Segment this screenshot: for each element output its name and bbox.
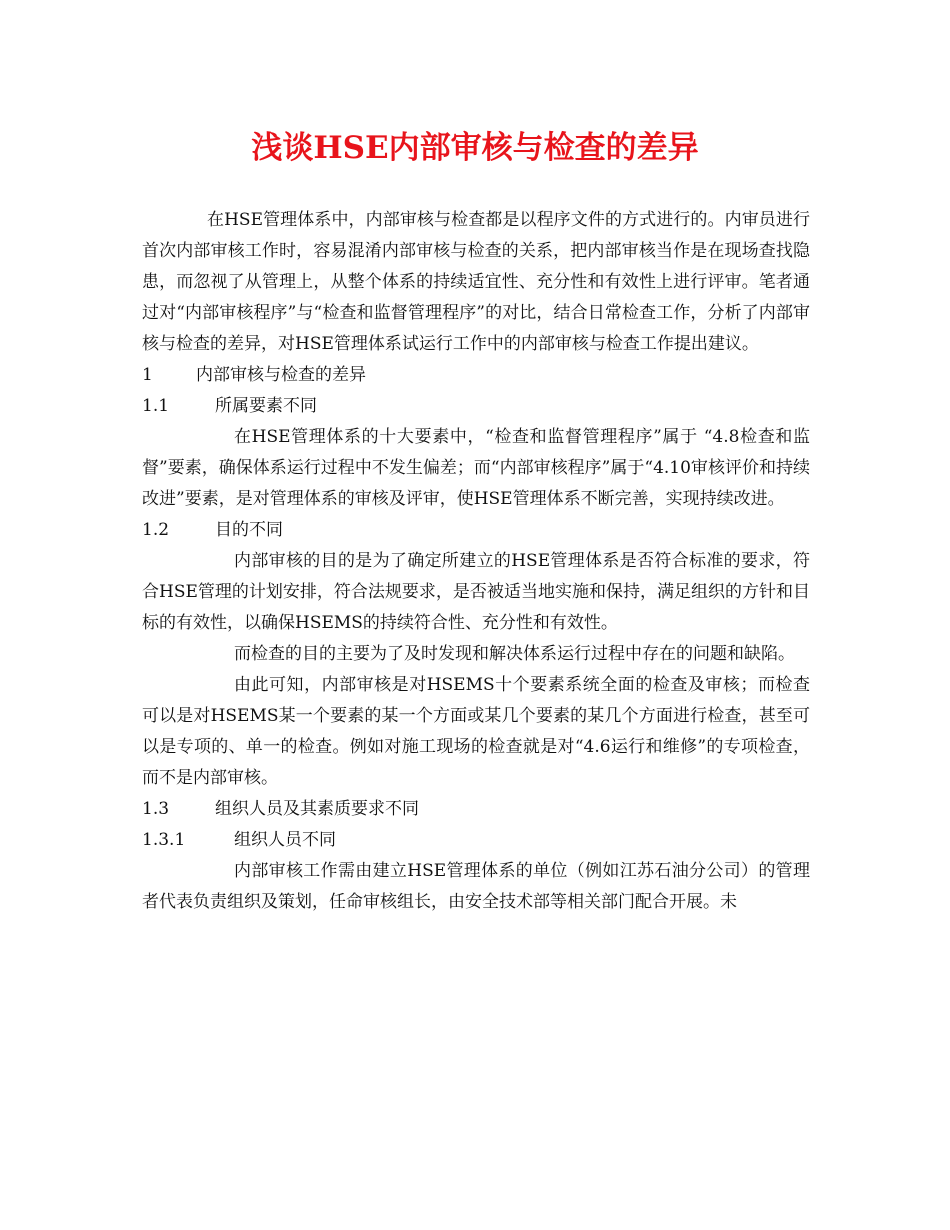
section-1-heading bbox=[142, 360, 810, 391]
section-1-1-title: 所属要素不同 bbox=[215, 396, 317, 416]
section-1-2-heading bbox=[142, 515, 810, 546]
section-1-1-number: 1.1 bbox=[142, 396, 170, 416]
section-1-1-heading bbox=[142, 391, 810, 422]
section-1-2-paragraph-1: 内部审核的目的是为了确定所建立的HSE管理体系是否符合标准的要求，符合HSE管理的计划安排，符合法规要求，是否被适当地实施和保持，满足组织的方针和目标的有效性，以确保HSEMS的持续符合性、充分性和有效性。 bbox=[142, 551, 810, 633]
section-1-2-title: 目的不同 bbox=[215, 520, 283, 540]
document-title: 浅谈HSE内部审核与检查的差异 bbox=[251, 130, 699, 166]
section-1-2-paragraph-2: 而检查的目的主要为了及时发现和解决体系运行过程中存在的问题和缺陷。 bbox=[234, 644, 795, 664]
section-1-1-paragraph: 在HSE管理体系的十大要素中，“检查和监督管理程序”属于 “4.8检查和监督”要素，确保体系运行过程中不发生偏差；而“内部审核程序”属于“4.10审核评价和持续改进”要素，是对管理体系的审核及评审，使HSE管理体系不断完善，实现持续改进。 bbox=[142, 427, 810, 509]
section-1-3-number: 1.3 bbox=[142, 799, 170, 819]
section-1-3-title: 组织人员及其素质要求不同 bbox=[215, 799, 419, 819]
intro-paragraph: 在HSE管理体系中，内部审核与检查都是以程序文件的方式进行的。内审员进行首次内部审核工作时，容易混淆内部审核与检查的关系，把内部审核当作是在现场查找隐患，而忽视了从管理上，从整个体系的持续适宜性、充分性和有效性上进行评审。笔者通过对“内部审核程序”与“检查和监督管理程序”的对比，结合日常检查工作，分析了内部审核与检查的差异，对HSE管理体系试运行工作中的内部审核与检查工作提出建议。 bbox=[142, 210, 810, 354]
section-1-2-number: 1.2 bbox=[142, 520, 170, 540]
section-1-number: 1 bbox=[142, 365, 153, 385]
document-body bbox=[142, 205, 810, 918]
section-1-2-paragraph-3: 由此可知，内部审核是对HSEMS十个要素系统全面的检查及审核；而检查可以是对HSEMS某一个要素的某一个方面或某几个要素的某几个方面进行检查，甚至可以是专项的、单一的检查。例如对施工现场的检查就是对“4.6运行和维修”的专项检查，而不是内部审核。 bbox=[142, 675, 810, 788]
section-1-3-heading bbox=[142, 794, 810, 825]
section-1-3-1-paragraph: 内部审核工作需由建立HSE管理体系的单位（例如江苏石油分公司）的管理者代表负责组织及策划，任命审核组长，由安全技术部等相关部门配合开展。未 bbox=[142, 861, 810, 912]
section-1-3-1-title: 组织人员不同 bbox=[234, 830, 336, 850]
section-1-3-1-heading bbox=[142, 825, 810, 856]
section-1-3-1-number: 1.3.1 bbox=[142, 830, 186, 850]
section-1-title: 内部审核与检查的差异 bbox=[196, 365, 366, 385]
